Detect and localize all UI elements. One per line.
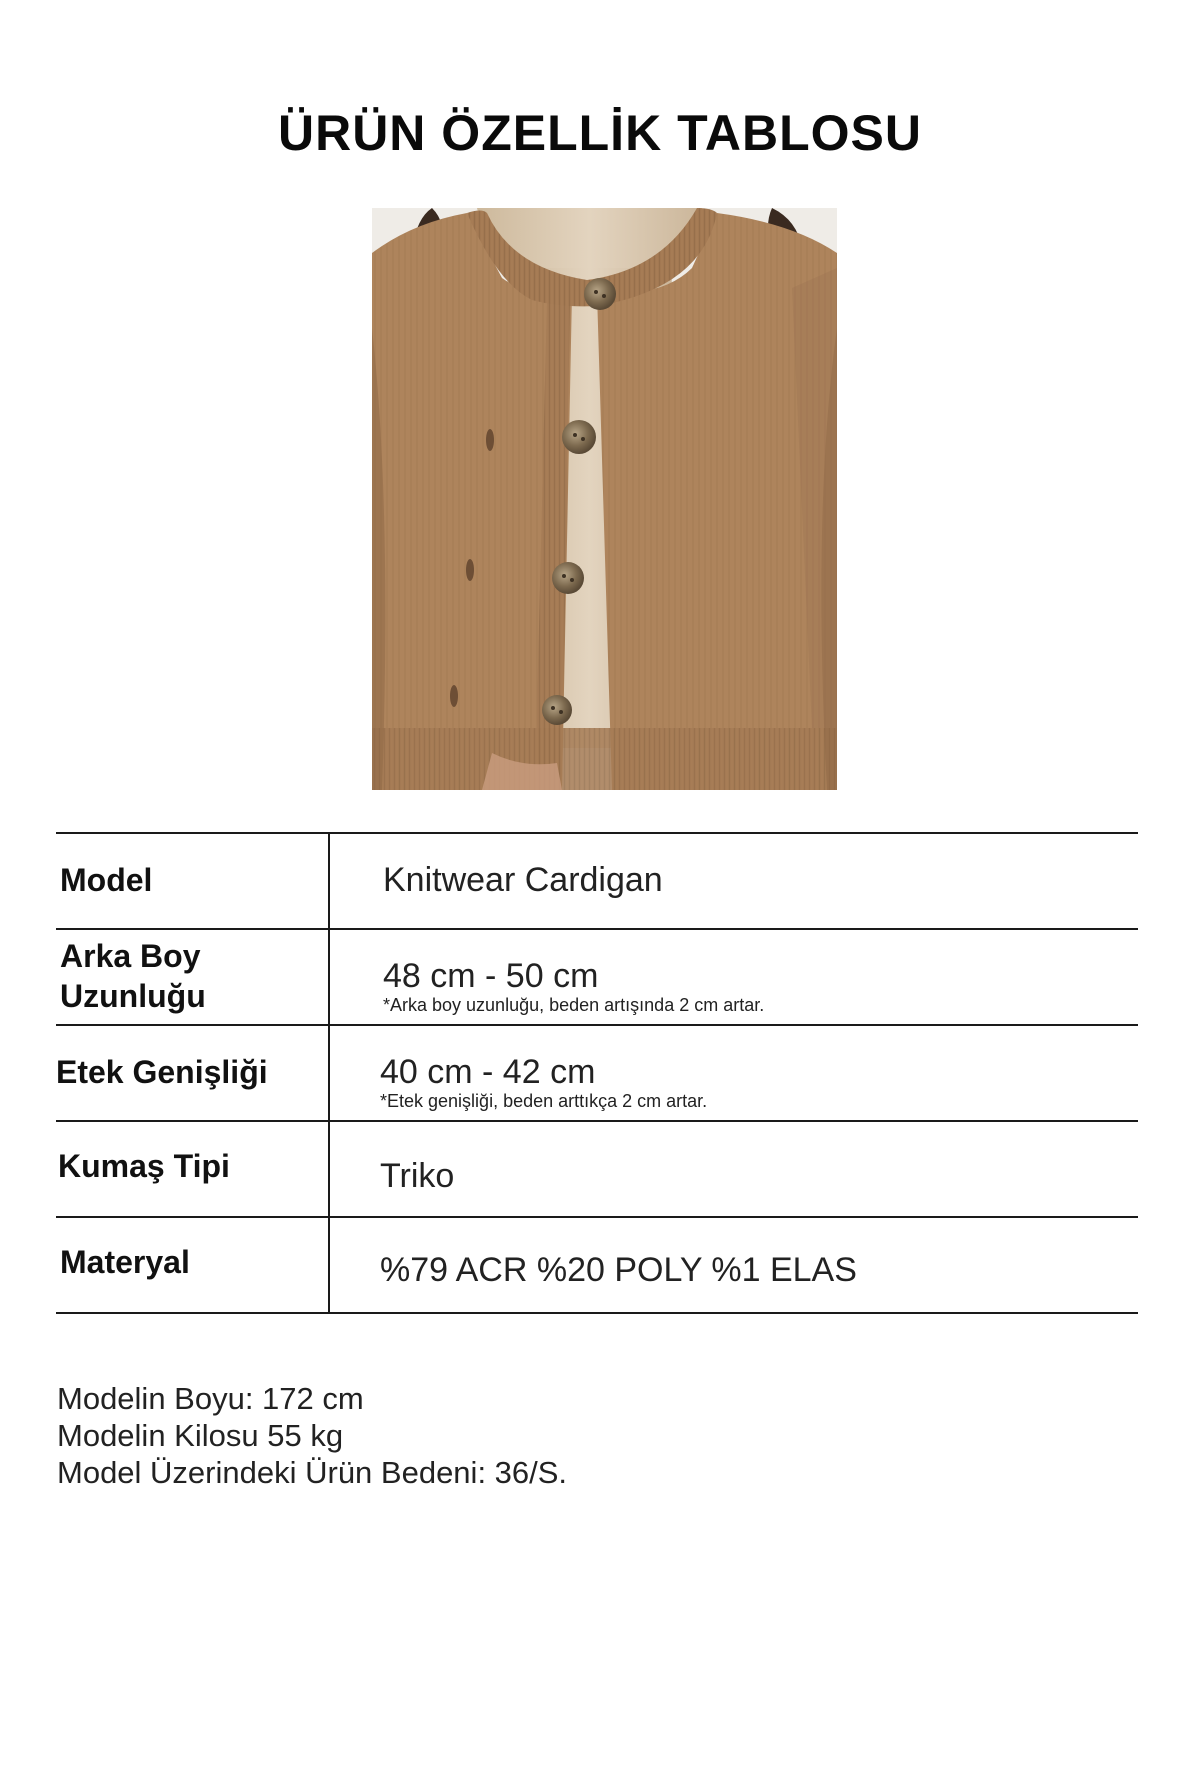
model-info <box>57 1380 567 1491</box>
spec-label-line: Arka Boy <box>60 938 201 974</box>
spec-label-line: Uzunluğu <box>60 978 206 1014</box>
column-divider <box>328 930 330 1024</box>
column-divider <box>328 1026 330 1120</box>
spec-label: Model <box>60 862 153 898</box>
spec-value: 40 cm - 42 cm <box>380 1053 596 1091</box>
spec-label <box>60 936 322 1016</box>
spec-note: *Etek genişliği, beden arttıkça 2 cm artar. <box>380 1091 708 1111</box>
spec-row-back-length <box>56 930 1138 1026</box>
spec-row-fabric-type <box>56 1122 1138 1218</box>
model-weight: Modelin Kilosu 55 kg <box>57 1418 344 1453</box>
cardigan-photo <box>372 208 837 790</box>
column-divider <box>328 1218 330 1312</box>
column-divider <box>328 834 330 928</box>
spec-value: 48 cm - 50 cm <box>383 957 599 995</box>
spec-value: Triko <box>380 1157 455 1195</box>
model-height: Modelin Boyu: 172 cm <box>57 1381 364 1416</box>
spec-row-material <box>56 1218 1138 1314</box>
spec-note: *Arka boy uzunluğu, beden artışında 2 cm artar. <box>383 995 765 1015</box>
cardigan-illustration <box>372 208 837 790</box>
spec-label: Materyal <box>60 1244 190 1280</box>
spec-label: Kumaş Tipi <box>58 1148 230 1184</box>
page-title: ÜRÜN ÖZELLİK TABLOSU <box>277 105 923 161</box>
spec-table <box>56 832 1138 1314</box>
spec-row-model <box>56 834 1138 930</box>
spec-value: Knitwear Cardigan <box>383 861 663 899</box>
model-size: Model Üzerindeki Ürün Bedeni: 36/S. <box>57 1455 568 1490</box>
spec-label: Etek Genişliği <box>56 1054 268 1090</box>
column-divider <box>328 1122 330 1216</box>
spec-row-hem-width <box>56 1026 1138 1122</box>
spec-value: %79 ACR %20 POLY %1 ELAS <box>380 1251 857 1289</box>
